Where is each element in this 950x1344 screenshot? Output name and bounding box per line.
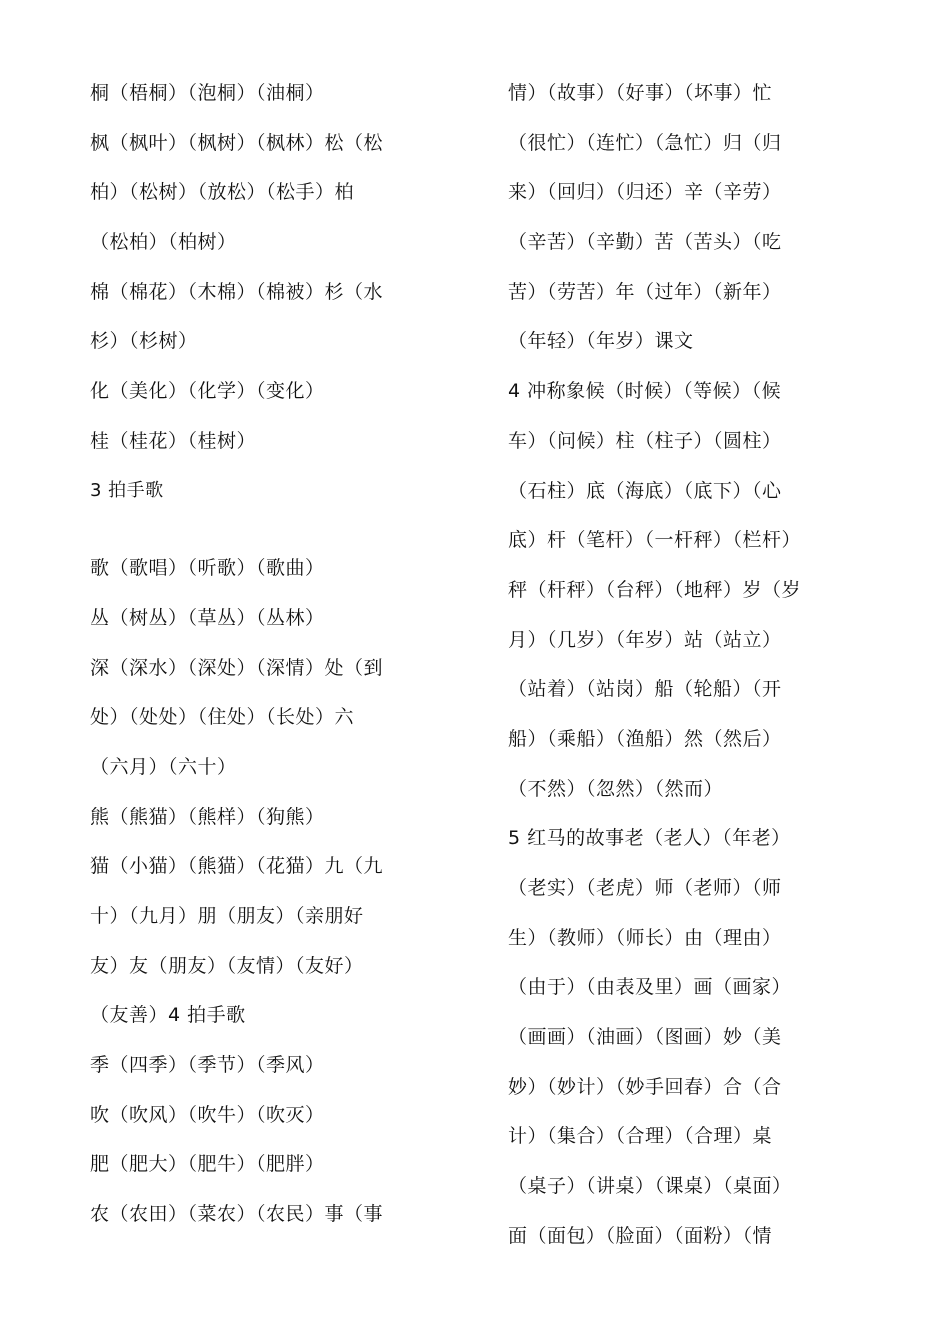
text-line: 深（深水）（深处）（深情）处（到 — [90, 656, 384, 679]
text-line: 歌（歌唱）（听歌）（歌曲） — [90, 557, 325, 580]
text-line: 生）（教师）（师长）由（理由） — [508, 926, 782, 949]
text-line: 化（美化）（化学）（变化） — [90, 380, 325, 403]
left-column — [90, 75, 420, 1246]
text-line: 肥（肥大）（肥牛）（肥胖） — [90, 1153, 325, 1176]
text-line: 面（面包）（脸面）（面粉）（情 — [508, 1224, 773, 1247]
text-line: 熊（熊猫）（熊样）（狗熊） — [90, 805, 325, 828]
text-line: 妙）（妙计）（妙手回春）合（合 — [508, 1075, 782, 1098]
text-line: 底）杆（笔杆）（一杆秤）（栏杆） — [508, 529, 802, 552]
text-line: （石柱）底（海底）（底下）（心 — [508, 479, 782, 502]
right-column — [508, 75, 838, 1268]
text-line: 农（农田）（菜农）（农民）事（事 — [90, 1203, 384, 1226]
text-line: 杉）（杉树） — [90, 330, 198, 353]
text-line: 情）（故事）（好事）（坏事）忙 — [508, 82, 773, 104]
text-line: （松柏）（柏树） — [90, 231, 237, 254]
text-line: （由于）（由表及里）画（画家） — [508, 976, 792, 999]
text-line: 月）（几岁）（年岁）站（站立） — [508, 628, 782, 651]
blank-line — [90, 522, 420, 550]
text-line: （画画）（油画）（图画）妙（美 — [508, 1026, 782, 1049]
text-line: （老实）（老虎）师（老师）（师 — [508, 877, 782, 899]
text-line: 桂（桂花）（桂树） — [90, 429, 257, 452]
text-line: 十）（九月）朋（朋友）（亲朋好 — [90, 905, 364, 927]
text-line: （辛苦）（辛勤）苦（苦头）（吃 — [508, 231, 782, 254]
text-line: 秤（杆秤）（台秤）（地秤）岁（岁 — [508, 578, 802, 601]
text-line: （不然）（忽然）（然而） — [508, 777, 724, 800]
text-line: （友善）4 拍手歌 — [90, 1004, 246, 1027]
section-heading: 3 拍手歌 — [90, 479, 164, 501]
text-line: 季（四季）（季节）（季风） — [90, 1054, 325, 1077]
text-line: 枫（枫叶）（枫树）（枫林）松（松 — [90, 131, 384, 154]
text-line: 5 红马的故事老（老人）（年老） — [508, 827, 791, 850]
text-line: 柏）（松树）（放松）（松手）柏 — [90, 181, 355, 204]
text-line: 4 冲称象候（时候）（等候）（候 — [508, 380, 782, 403]
text-line: （站着）（站岗）船（轮船）（开 — [508, 678, 782, 701]
text-line: 桐（梧桐）（泡桐）（油桐） — [90, 82, 325, 104]
text-line: （桌子）（讲桌）（课桌）（桌面） — [508, 1175, 792, 1198]
text-line: （很忙）（连忙）（急忙）归（归 — [508, 131, 782, 154]
text-line: 来）（回归）（归还）辛（辛劳） — [508, 181, 782, 204]
text-line: 车）（问候）柱（柱子）（圆柱） — [508, 429, 782, 452]
text-line: 猫（小猫）（熊猫）（花猫）九（九 — [90, 855, 384, 878]
text-line: 棉（棉花）（木棉）（棉被）杉（水 — [90, 280, 384, 303]
text-line: 计）（集合）（合理）（合理）桌 — [508, 1125, 773, 1148]
text-line: （六月）（六十） — [90, 755, 237, 778]
text-line: 吹（吹风）（吹牛）（吹灭） — [90, 1103, 325, 1126]
text-line: 友）友（朋友）（友情）（友好） — [90, 954, 364, 977]
text-line: 处）（处处）（住处）（长处）六 — [90, 706, 355, 729]
text-line: （年轻）（年岁）课文 — [508, 330, 694, 353]
text-line: 苦）（劳苦）年（过年）（新年） — [508, 280, 782, 303]
text-line: 丛（树丛）（草丛）（丛林） — [90, 606, 325, 629]
text-line: 船）（乘船）（渔船）然（然后） — [508, 727, 782, 750]
